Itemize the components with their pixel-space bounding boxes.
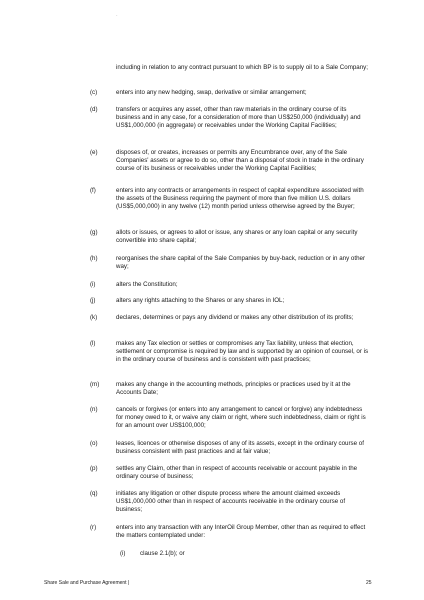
item-label: (r) <box>90 524 97 531</box>
item-text: enters into any contracts or arrangements in respect of capital expenditure associated with the assets of the Business requiring the payment of more than five million U.S. dollars (US$5,000,000) in any twelve (12) month period unless otherwise agreed by the Buyer; <box>116 187 364 211</box>
item-text: leases, licences or otherwise disposes of any of its assets, except in the ordinary course of business consistent with past practices and at fair value; <box>116 440 364 456</box>
top-mark: - <box>116 12 118 17</box>
item-label: (m) <box>90 381 100 388</box>
item-label: (g) <box>90 229 98 236</box>
item-label: (d) <box>90 106 98 113</box>
item-text: makes any Tax election or settles or compromises any Tax liability, unless that election, settlement or compromise is required by law and is supported by an opinion of counsel, or is in the ordinary course of business and is consistent with past practices; <box>116 340 369 364</box>
item-label: (o) <box>90 440 98 447</box>
item-text: disposes of, or creates, increases or permits any Encumbrance over, any of the Sale Companies' assets or agree to do so, other than a disposal of stock in trade in the ordinary course of its business or receivables under the Working Capital Facilities; <box>116 149 364 173</box>
footer-title: Share Sale and Purchase Agreement | <box>44 580 130 586</box>
sub-item-label: (i) <box>120 550 126 557</box>
sub-item-text: clause 2.1(b); or <box>140 550 185 557</box>
item-label: (n) <box>90 406 98 413</box>
item-text: transfers or acquires any asset, other than raw materials in the ordinary course of its business and in any case, for a consideration of more than US$250,000 (individually) and US$1,000,000 (in aggregate) or receivables under the Working Capital Facilities; <box>116 106 361 130</box>
item-label: (i) <box>90 281 96 288</box>
item-text: allots or issues, or agrees to allot or issue, any shares or any loan capital or any security convertible into share capital; <box>116 229 358 245</box>
item-text: enters into any new hedging, swap, derivative or similar arrangement; <box>116 89 307 96</box>
item-label: (j) <box>90 297 96 304</box>
item-label: (l) <box>90 340 96 347</box>
item-text: alters the Constitution; <box>116 281 178 288</box>
item-label: (p) <box>90 465 98 472</box>
intro-paragraph: including in relation to any contract pursuant to which BP is to supply oil to a Sale Company; <box>116 64 368 71</box>
item-text: cancels or forgives (or enters into any arrangement to cancel or forgive) any indebtedness for money owed to it, or waive any claim or right, where such indebtedness, claim or right is for an amount over US$100,000; <box>116 406 366 430</box>
item-text: alters any rights attaching to the Shares or any shares in IOL; <box>116 297 285 304</box>
item-text: reorganises the share capital of the Sale Companies by buy-back, reduction or in any other way; <box>116 255 366 271</box>
item-label: (h) <box>90 255 98 262</box>
item-text: settles any Claim, other than in respect of accounts receivable or account payable in the ordinary course of business; <box>116 465 358 481</box>
item-label: (f) <box>90 187 96 194</box>
item-text: initiates any litigation or other dispute process where the amount claimed exceeds US$1,000,000 other than in respect of accounts receivable in the ordinary course of business; <box>116 490 346 514</box>
item-label: (e) <box>90 149 98 156</box>
item-label: (k) <box>90 314 98 321</box>
item-label: (c) <box>90 89 98 96</box>
item-label: (q) <box>90 490 98 497</box>
item-text: makes any change in the accounting methods, principles or practices used by it at the Accounts Date; <box>116 381 351 397</box>
item-text: enters into any transaction with any InterOil Group Member, other than as required to effect the matters contemplated under: <box>116 524 366 540</box>
item-text: declares, determines or pays any dividend or makes any other distribution of its profits; <box>116 314 354 321</box>
page-number: 25 <box>366 580 372 586</box>
